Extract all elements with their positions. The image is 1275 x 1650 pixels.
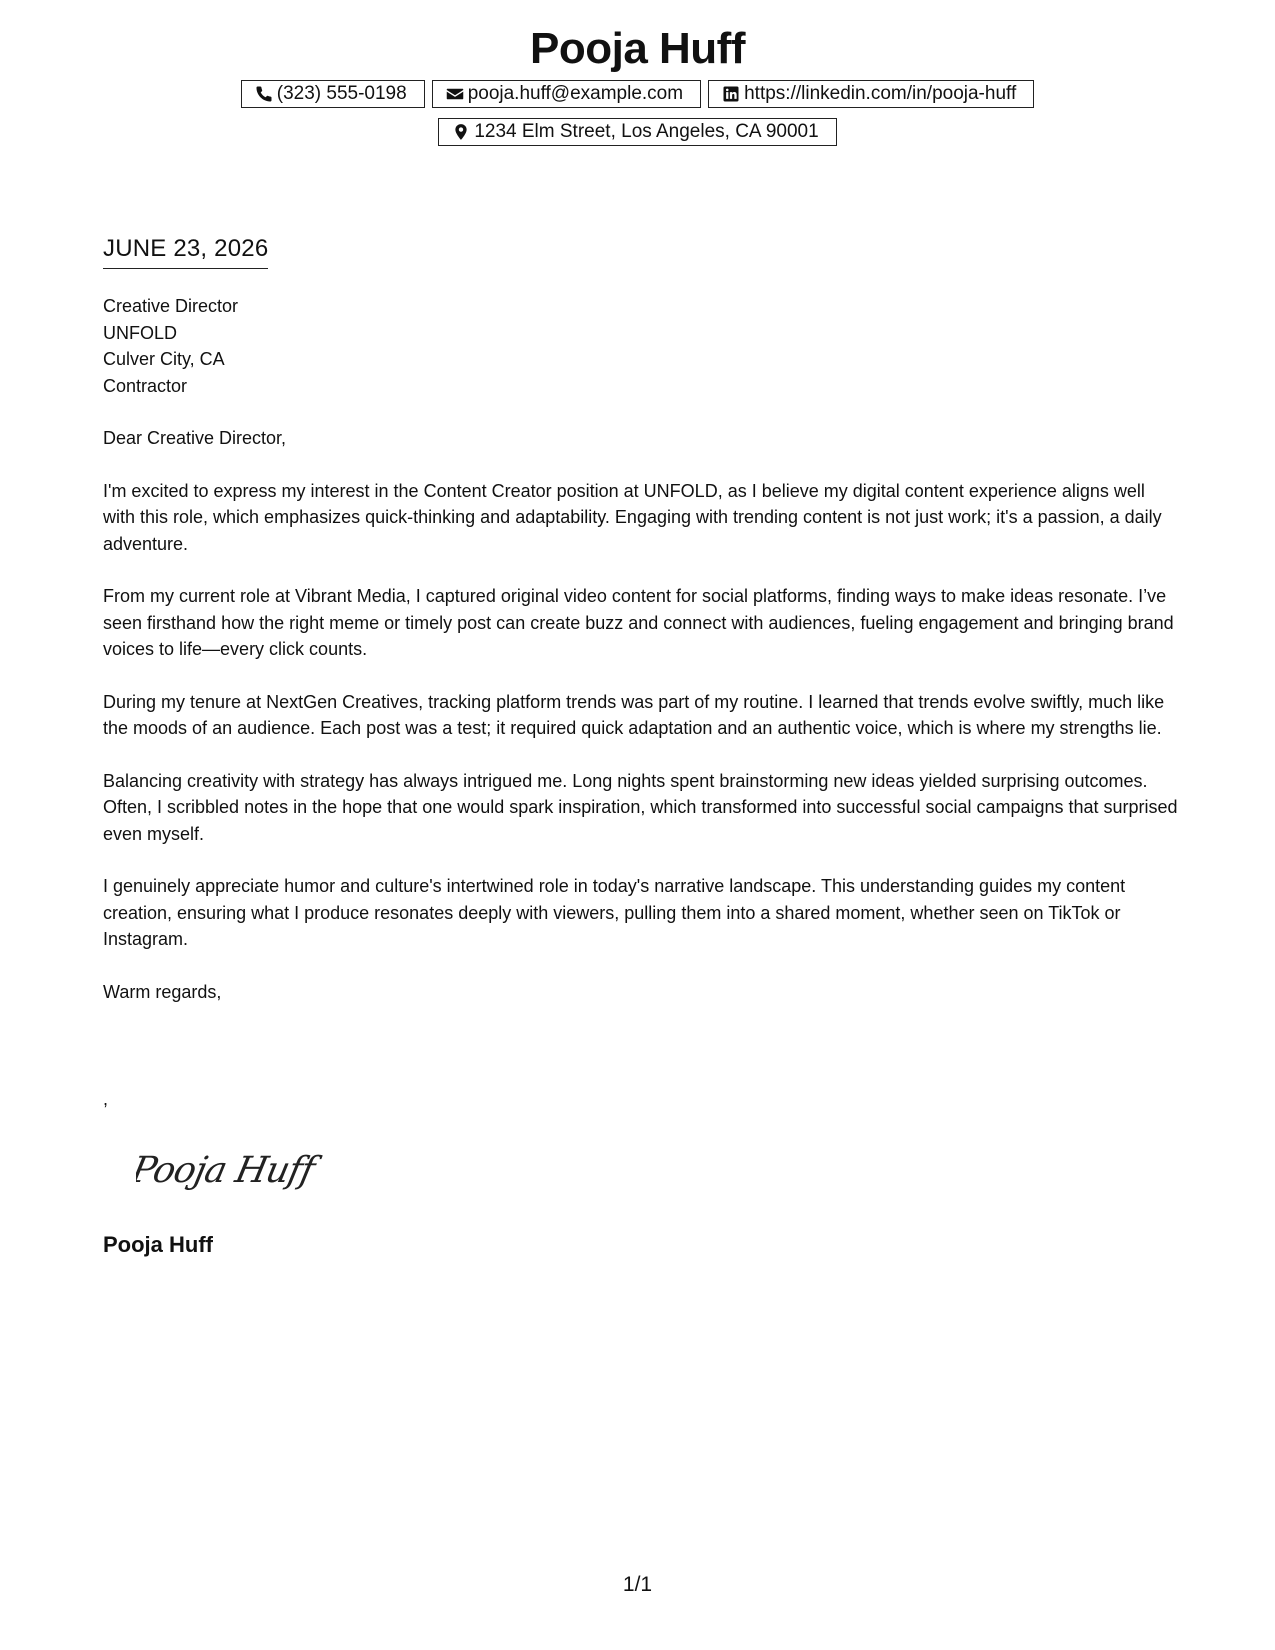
body-paragraph: From my current role at Vibrant Media, I captured original video content for social platforms, finding ways to make ideas resonate. I’ve seen firsthand how the right meme or timely post can create buzz and connect with audiences, fueling engagement and bringing brand voices to life—every click counts. — [103, 586, 1174, 659]
body-paragraph: I'm excited to express my interest in the Content Creator position at UNFOLD, as I believe my digital content experience aligns well with this role, which emphasizes quick-thinking and adaptability. Engaging with trending content is not just work; it's a passion, a daily adventure. — [103, 480, 1162, 554]
address-text: 1234 Elm Street, Los Angeles, CA 90001 — [474, 121, 819, 142]
page-number: 1/1 — [622, 1573, 653, 1596]
signature-graphic — [136, 1142, 336, 1197]
handwritten-signature — [136, 1142, 336, 1197]
recipient-block — [103, 293, 238, 399]
envelope-icon — [446, 85, 464, 103]
phone-text: (323) 555-0198 — [276, 83, 407, 104]
linkedin-icon — [722, 85, 740, 103]
recipient-company: UNFOLD — [103, 322, 178, 343]
body-paragraph: During my tenure at NextGen Creatives, tracking platform trends was part of my routine. I learned that trends evolve swiftly, much like the moods of an audience. Each post was a test; it required quick adaptation and an authentic voice, which is where my strengths lie. — [103, 691, 1165, 738]
salutation: Dear Creative Director, — [103, 428, 287, 448]
phone-chip[interactable] — [241, 80, 425, 108]
email-text: pooja.huff@example.com — [467, 83, 684, 104]
signer-name: Pooja Huff — [103, 1232, 213, 1257]
linkedin-chip[interactable] — [708, 80, 1034, 108]
letter-date: JUNE 23, 2026 — [103, 234, 268, 269]
comma-line: , — [103, 1089, 109, 1109]
recipient-location: Culver City, CA — [103, 349, 225, 369]
recipient-type: Contractor — [103, 375, 188, 396]
address-chip[interactable] — [438, 118, 836, 146]
email-chip[interactable] — [432, 80, 701, 108]
signature-lettering: Pooja Huff — [136, 1148, 318, 1191]
contact-row-secondary — [0, 118, 1275, 146]
linkedin-text: https://linkedin.com/in/pooja-huff — [744, 83, 1017, 104]
applicant-name-heading: Pooja Huff — [530, 24, 745, 73]
map-pin-icon — [452, 123, 470, 141]
contact-row-primary — [0, 80, 1275, 108]
phone-icon — [255, 85, 273, 103]
closing: Warm regards, — [103, 981, 222, 1002]
body-paragraph: Balancing creativity with strategy has always intrigued me. Long nights spent brainstorming new ideas yielded surprising outcomes. Often, I scribbled notes in the hope that one would spark inspiration, which transformed into successful social campaigns that surprised even myself. — [103, 770, 1178, 844]
body-paragraph: I genuinely appreciate humor and culture's intertwined role in today's narrative landscape. This understanding guides my content creation, ensuring what I produce resonates deeply with viewers, pulling them into a shared moment, whether seen on TikTok or Instagram. — [103, 876, 1126, 949]
letter-body — [103, 425, 1178, 1031]
recipient-title: Creative Director — [103, 296, 239, 316]
